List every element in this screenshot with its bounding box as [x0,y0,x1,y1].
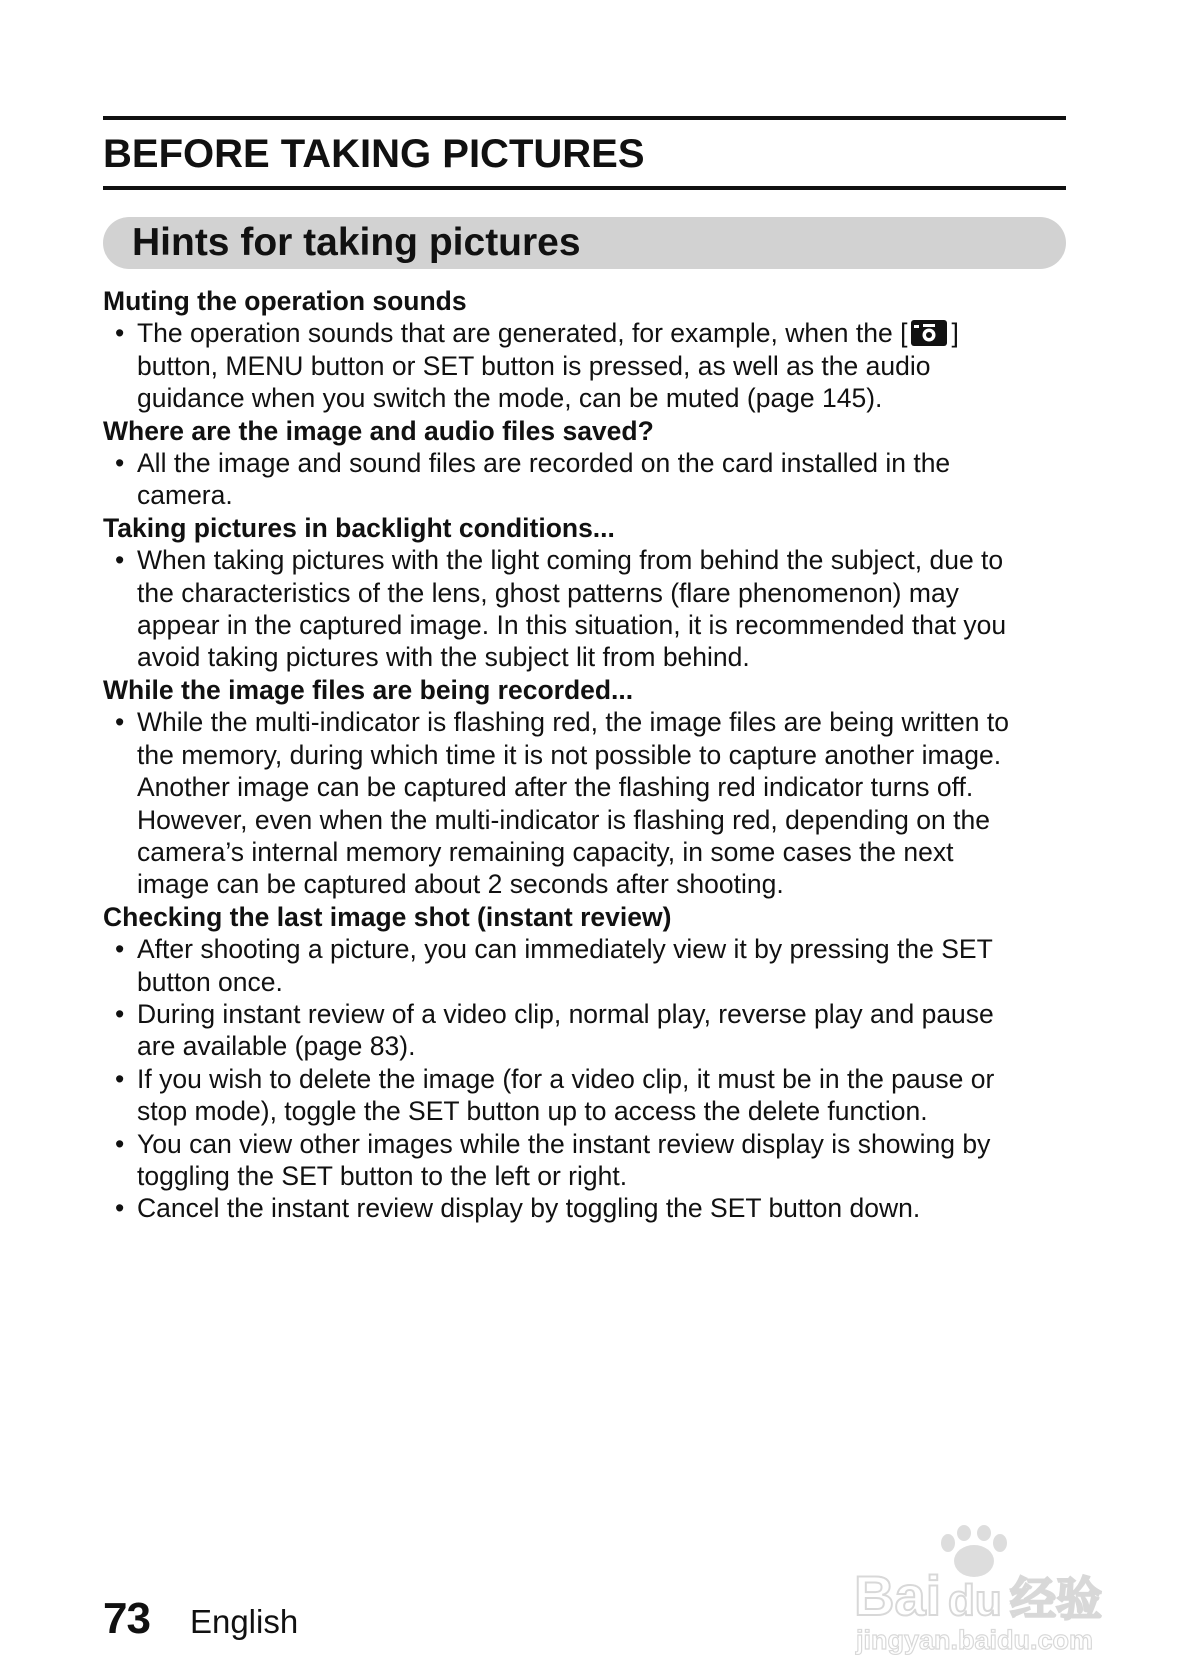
text-line: the memory, during which time it is not possible to capture another image. [137,739,1002,770]
text-line: appear in the captured image. In this situation, it is recommended that you [137,610,1007,641]
bullet-dot: • [115,318,125,349]
text-line: button once. [137,966,283,997]
page-language: English [189,1603,299,1640]
heading-backlight: Taking pictures in backlight conditions... [103,512,615,543]
list-item [103,544,1066,674]
list-item [103,447,1066,512]
watermark-url: jingyan.baidu.com [856,1625,1094,1655]
heading-files-saved: Where are the image and audio files saved? [103,415,654,446]
list-item [103,1192,1066,1224]
hints-content [103,285,1066,1225]
text-line: During instant review of a video clip, normal play, reverse play and pause [137,998,994,1029]
chapter-title: BEFORE TAKING PICTURES [103,132,645,176]
text-line: button, MENU button or SET button is pressed, as well as the audio [137,350,931,381]
bullet-dot: • [115,545,125,576]
bullet-dot: • [115,1063,125,1094]
text-line: camera. [137,480,233,511]
text-line: All the image and sound files are recorded on the card installed in the [137,448,951,479]
heading-recording: While the image files are being recorded... [103,674,634,705]
text-line: You can view other images while the instant review display is showing by [137,1128,991,1159]
text-line: avoid taking pictures with the subject lit from behind. [137,642,750,673]
page-footer [103,1594,298,1644]
text-line: toggling the SET button to the left or right. [137,1160,628,1191]
text-line: However, even when the multi-indicator is flashing red, depending on the [137,804,990,835]
list-item [103,933,1066,998]
text-line: are available (page 83). [137,1031,416,1062]
page-body [103,116,1066,1225]
list-item [103,1063,1066,1128]
heading-muting: Muting the operation sounds [103,286,467,316]
watermark-brand: Bai [854,1564,942,1627]
bullet-dot: • [115,998,125,1029]
bullet-dot: • [115,1193,125,1224]
list-item [103,317,1066,414]
chapter-bottom-rule [103,186,1066,190]
list-item [103,706,1066,900]
text-line: image can be captured about 2 seconds after shooting. [137,869,784,900]
text-line: While the multi-indicator is flashing red, the image files are being written to [137,707,1009,738]
list-item [103,1128,1066,1193]
section-title: Hints for taking pictures [132,221,581,264]
chapter-top-rule [103,116,1066,120]
camera-icon [911,320,947,346]
text-line: Another image can be captured after the flashing red indicator turns off. [137,772,974,803]
section-banner [103,217,1066,269]
watermark-cn: 经验 [1010,1572,1102,1626]
list-item [103,998,1066,1063]
text-line: When taking pictures with the light coming from behind the subject, due to [137,545,1004,576]
paw-icon [941,1525,1007,1577]
bullet-dot: • [115,448,125,479]
page-number: 73 [103,1594,150,1643]
bullet-dot: • [115,707,125,738]
text-line: The operation sounds that are generated, for example, when the [ ] [137,318,959,349]
heading-instant-review: Checking the last image shot (instant review) [103,901,672,932]
watermark-brand-du: du [948,1576,1002,1625]
text-line: the characteristics of the lens, ghost patterns (flare phenomenon) may [137,577,959,608]
bullet-dot: • [115,1128,125,1159]
text-line: guidance when you switch the mode, can be muted (page 145). [137,383,883,414]
bullet-dot: • [115,934,125,965]
text-line: Cancel the instant review display by toggling the SET button down. [137,1193,921,1224]
text-line: After shooting a picture, you can immediately view it by pressing the SET [137,934,993,965]
text-line: stop mode), toggle the SET button up to access the delete function. [137,1096,928,1127]
text-line: If you wish to delete the image (for a video clip, it must be in the pause or [137,1063,995,1094]
baidu-watermark [852,1525,1132,1655]
text-line: camera’s internal memory remaining capacity, in some cases the next [137,836,954,867]
